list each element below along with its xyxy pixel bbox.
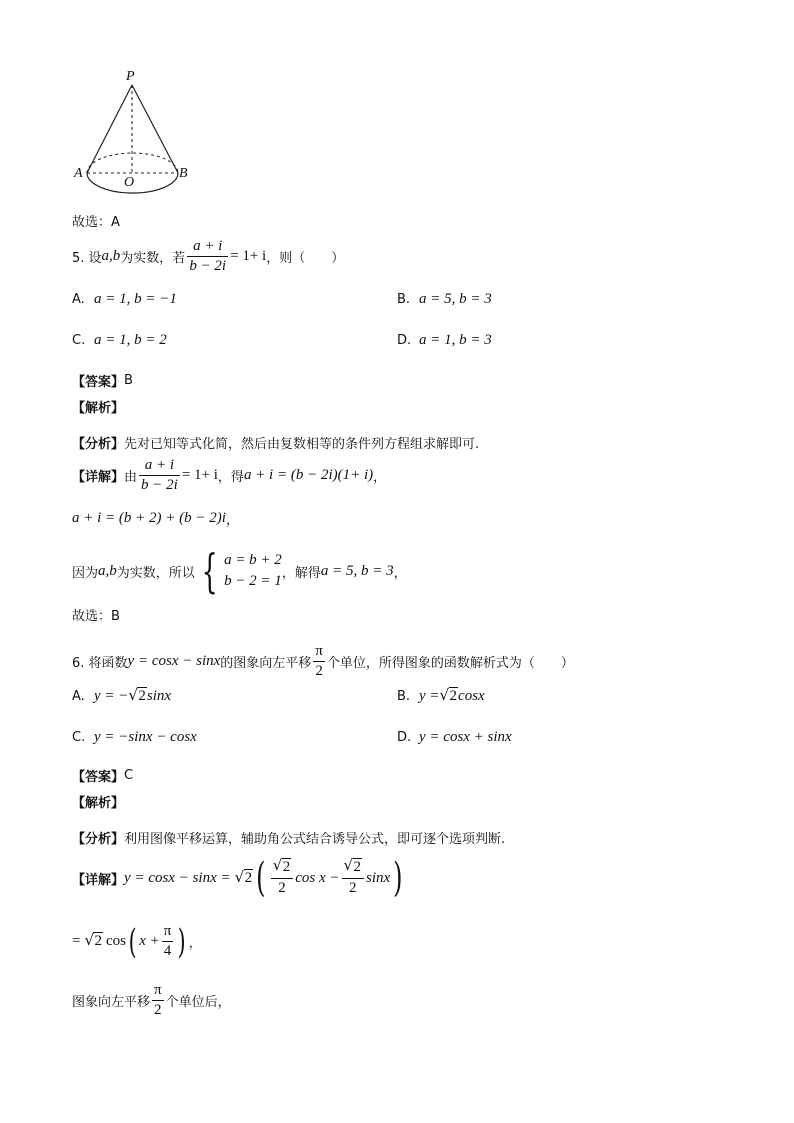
q6-option-b-post: cosx xyxy=(458,688,485,704)
q6-line3 xyxy=(72,982,231,1020)
q5-analysis-tag: 【分析】 xyxy=(72,437,125,452)
q6-line2-rad: 2 xyxy=(94,933,102,950)
q5-detail-frac-den: b − 2i xyxy=(141,477,178,494)
q6-option-a[interactable] xyxy=(72,688,171,705)
q6-detail-lhs: y = cosx − sinx = xyxy=(124,869,231,886)
q5-final: 故选：B xyxy=(72,609,120,624)
left-paren-icon: ( xyxy=(128,921,137,962)
q6-option-a-sqrt xyxy=(128,688,147,705)
q6-analysis xyxy=(72,828,505,847)
q6-line2-four: 4 xyxy=(163,943,172,960)
q6-detail-frac1-sqrt xyxy=(272,856,292,876)
q5-fraction xyxy=(187,238,228,276)
label-B: B xyxy=(179,166,188,181)
q6-detail-frac2-rad: 2 xyxy=(353,859,361,876)
q5-option-d-expr: a = 1, b = 3 xyxy=(419,332,492,348)
q6-detail-frac1-rad: 2 xyxy=(282,859,291,876)
q6-option-a-label: A. xyxy=(72,689,85,704)
q6-option-b[interactable] xyxy=(397,688,485,705)
q5-sys-eq1: a = b + 2 xyxy=(224,552,282,568)
sqrt-icon: √ xyxy=(343,856,354,875)
q6-frac-den: 2 xyxy=(315,663,323,680)
q6-analysis-tag: 【分析】 xyxy=(72,832,125,847)
q5-option-b[interactable] xyxy=(397,291,492,308)
q5-detail-get: ，得 xyxy=(217,470,244,486)
q6-line2-frac xyxy=(162,923,174,961)
q5-option-a[interactable] xyxy=(72,291,177,308)
q5-option-a-expr: a = 1, b = −1 xyxy=(94,291,177,307)
q5-option-d-label: D. xyxy=(397,333,412,348)
q6-detail-rad: 2 xyxy=(244,869,253,886)
q6-option-a-post: sinx xyxy=(146,688,172,704)
q5-analysis xyxy=(72,433,479,452)
label-P: P xyxy=(126,69,135,84)
q6-detail xyxy=(72,855,406,901)
q6-mid: 的图象向左平移 xyxy=(220,656,312,672)
q6-line2-eq: = xyxy=(72,933,81,950)
q5-frac-num: a + i xyxy=(187,238,228,257)
q5-option-b-expr: a = 5, b = 3 xyxy=(419,291,492,307)
sqrt-icon: √ xyxy=(84,931,95,950)
q6-option-c-label: C. xyxy=(72,730,86,745)
q5-detail xyxy=(72,457,386,495)
sqrt-icon: √ xyxy=(128,686,138,704)
sqrt-icon: √ xyxy=(234,867,245,886)
q6-detail-frac2 xyxy=(342,856,365,897)
q6-detail-cosx: cos x − xyxy=(295,869,340,886)
q6-option-a-rad: 2 xyxy=(138,688,146,704)
q5-detail-eq: a + i = (b − 2i)(1+ i) xyxy=(243,467,374,484)
q6-detail-sinx: sinx xyxy=(366,869,391,886)
left-paren-icon: ( xyxy=(256,855,266,901)
q6-line2-cos: cos xyxy=(105,933,126,950)
q5-line2-end: ， xyxy=(225,513,239,528)
q6-detail-tag: 【详解】 xyxy=(72,872,125,888)
q6-line2 xyxy=(72,923,202,961)
q6-detail-frac1-den: 2 xyxy=(278,879,286,896)
q5-detail-frac-num: a + i xyxy=(139,457,180,476)
q5-detail-end: ， xyxy=(373,470,387,486)
left-brace-icon: { xyxy=(201,544,218,598)
q5-option-d[interactable] xyxy=(397,332,492,349)
right-paren-icon: ) xyxy=(393,855,403,901)
q6-answer-tag: 【答案】 xyxy=(72,770,125,785)
label-O: O xyxy=(124,175,135,190)
q6-func: y = cosx − sinx xyxy=(127,653,221,670)
q5-detail-by: 由 xyxy=(124,470,138,486)
q5-line3-vars: a,b xyxy=(98,562,117,579)
q6-stem xyxy=(72,643,574,681)
q6-line2-x: x + xyxy=(139,933,160,950)
q6-option-c-expr: y = −sinx − cosx xyxy=(94,729,197,745)
q6-line2-pi: π xyxy=(162,923,174,942)
q6-line3-num: π xyxy=(152,982,164,1001)
sqrt-icon: √ xyxy=(272,856,283,875)
q6-frac-num: π xyxy=(313,643,325,662)
q5-sys-eq2: b − 2 = 1 xyxy=(224,573,282,589)
q6-option-b-sqrt xyxy=(440,688,459,705)
sqrt-icon: √ xyxy=(439,686,450,704)
q6-option-b-label: B. xyxy=(397,689,411,704)
q6-fraction xyxy=(313,643,325,681)
q4-answer: 故选：A xyxy=(72,215,120,230)
q6-jiexi: 【解析】 xyxy=(72,796,125,811)
q6-line3-den: 2 xyxy=(154,1002,162,1019)
q5-line3-mid: 为实数，所以 xyxy=(116,565,195,581)
q6-line3-pre: 图象向左平移 xyxy=(72,995,151,1011)
q6-answer xyxy=(72,766,133,785)
q5-line2-eq: a + i = (b + 2) + (b − 2)i xyxy=(72,510,226,526)
q5-rhs: = 1+ i xyxy=(230,248,267,265)
q5-line3-solve: ，解得 xyxy=(281,565,321,581)
q6-detail-sqrt xyxy=(234,867,254,887)
q5-line3 xyxy=(72,544,407,598)
q5-line3-end: ， xyxy=(393,565,407,581)
q5-answer-value: B xyxy=(124,373,133,388)
q5-option-c-label: C. xyxy=(72,333,86,348)
q6-answer-value: C xyxy=(124,768,134,783)
q5-line3-res: a = 5, b = 3 xyxy=(320,562,394,579)
q5-system xyxy=(224,550,282,592)
q5-detail-fraction xyxy=(139,457,180,495)
q5-jiexi: 【解析】 xyxy=(72,401,125,416)
q6-line3-post: 个单位后， xyxy=(165,995,231,1011)
q6-suffix: 个单位，所得图象的函数解析式为（ ） xyxy=(326,656,574,672)
q5-suffix: ，则（ ） xyxy=(266,251,345,267)
q5-frac-den: b − 2i xyxy=(189,258,227,275)
q5-detail-rhs: = 1+ i xyxy=(181,467,218,484)
q6-detail-frac2-den: 2 xyxy=(349,879,357,896)
q5-line2 xyxy=(72,509,239,528)
q6-option-d-label: D. xyxy=(397,730,412,745)
q5-answer-tag: 【答案】 xyxy=(72,375,125,390)
q6-option-d[interactable] xyxy=(397,729,512,746)
q5-stem xyxy=(72,238,344,276)
q5-prefix: 5. 设 xyxy=(72,251,102,267)
q6-detail-frac2-sqrt xyxy=(343,856,363,876)
q5-answer xyxy=(72,371,133,390)
q5-option-c-expr: a = 1, b = 2 xyxy=(94,332,167,348)
q6-line3-frac xyxy=(152,982,164,1020)
q5-detail-tag: 【详解】 xyxy=(72,470,125,486)
q6-option-b-pre: y = xyxy=(419,688,440,704)
q6-line2-sqrt xyxy=(84,933,103,950)
q6-option-d-expr: y = cosx + sinx xyxy=(419,729,512,745)
q5-vars: a,b xyxy=(101,248,121,265)
q6-detail-frac1 xyxy=(271,856,294,897)
q5-option-b-label: B. xyxy=(397,292,411,307)
q6-option-c[interactable] xyxy=(72,729,197,746)
q5-analysis-text: 先对已知等式化简，然后由复数相等的条件列方程组求解即可. xyxy=(124,437,480,452)
q6-analysis-text: 利用图像平移运算，辅助角公式结合诱导公式，即可逐个选项判断. xyxy=(124,832,506,847)
q5-line3-pre: 因为 xyxy=(72,565,99,581)
label-A: A xyxy=(74,166,83,181)
q5-option-c[interactable] xyxy=(72,332,167,349)
q5-option-a-label: A. xyxy=(72,292,85,307)
right-paren-icon: ) xyxy=(177,921,186,962)
q6-prefix: 6. 将函数 xyxy=(72,656,128,672)
q6-option-b-rad: 2 xyxy=(449,688,458,704)
q6-line2-end: ， xyxy=(188,936,202,952)
q5-mid: 为实数，若 xyxy=(120,251,186,267)
q6-option-a-pre: y = − xyxy=(94,688,129,704)
